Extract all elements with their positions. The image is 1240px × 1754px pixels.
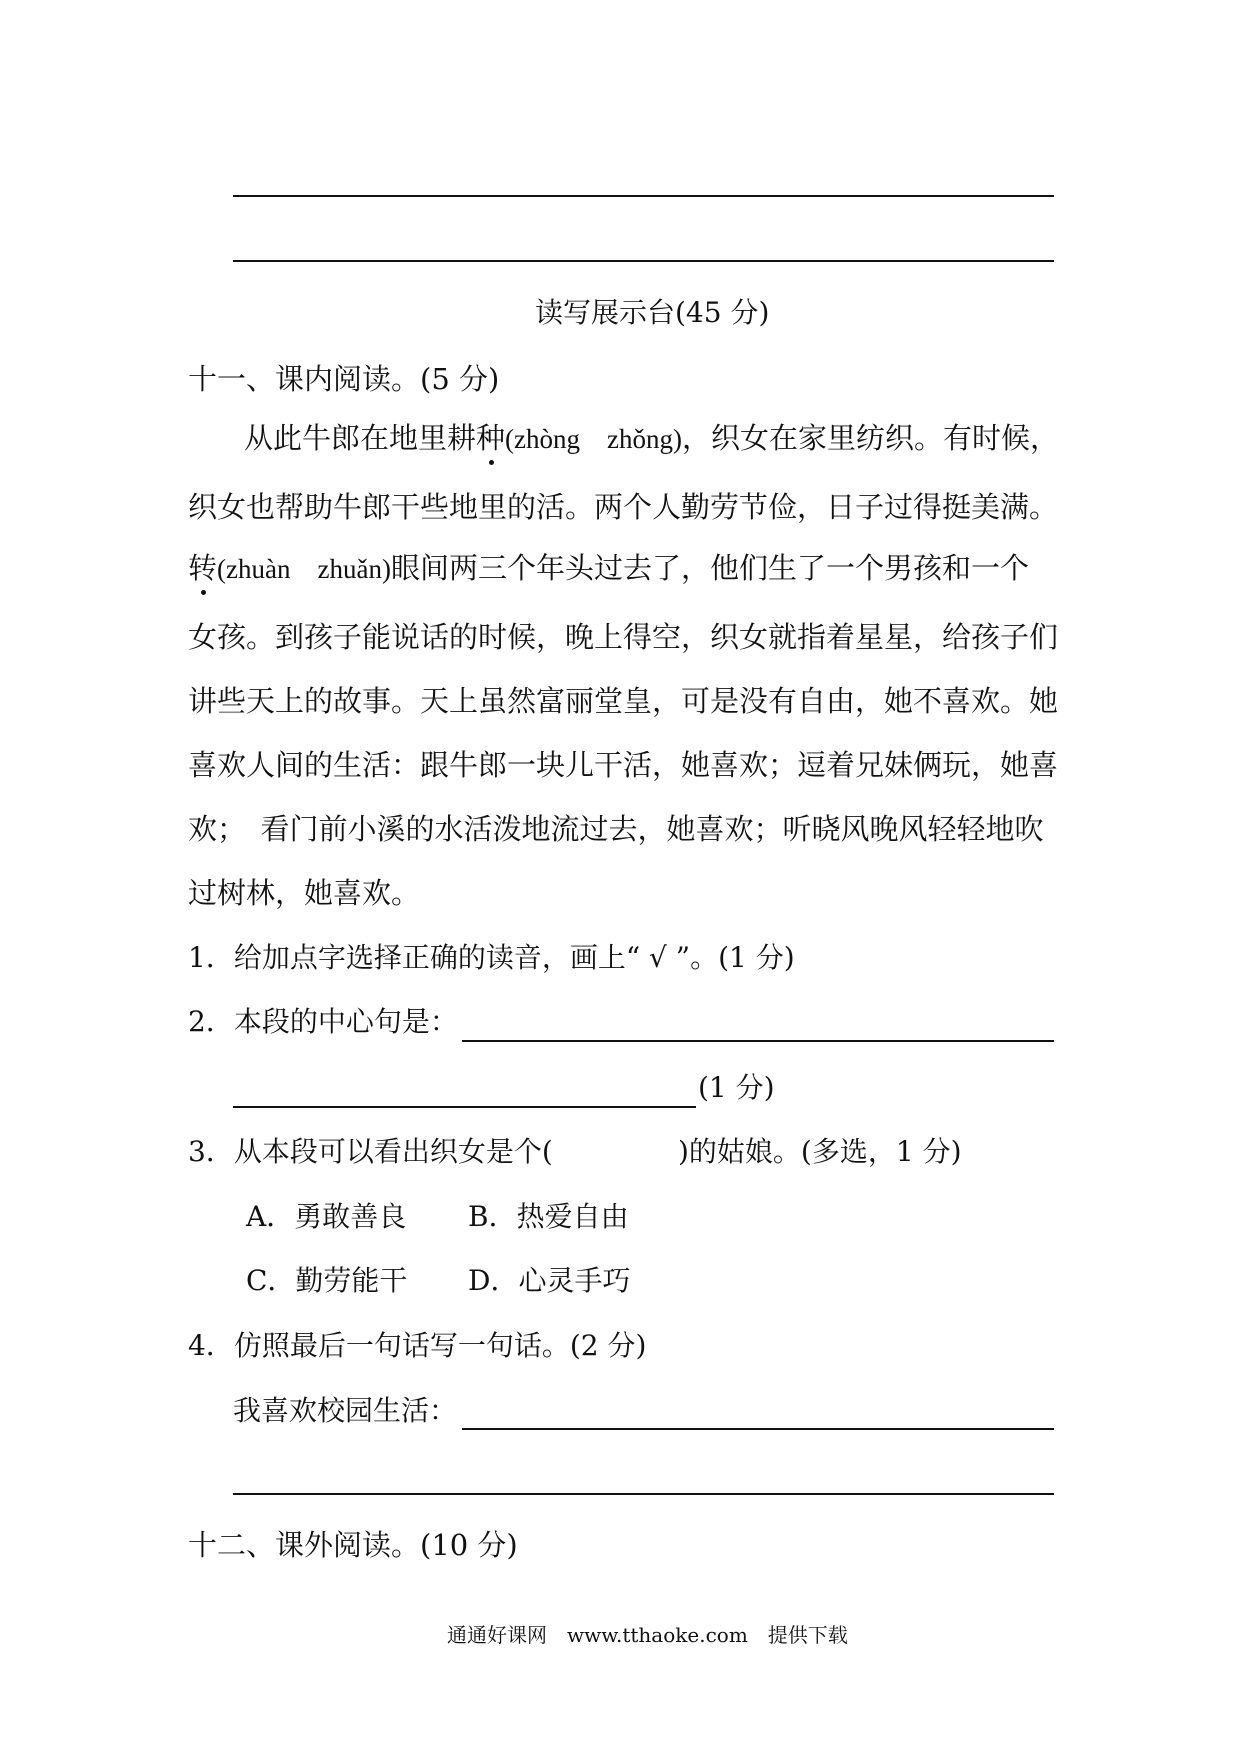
passage-line-5: 讲些天上的故事。天上虽然富丽堂皇，可是没有自由，她不喜欢。她 (188, 684, 1059, 718)
option-c[interactable]: C．勤劳能干 (246, 1264, 408, 1297)
passage-line-4: 女孩。到孩子能说话的时候，晚上得空，织女就指着星星，给孩子们 (188, 620, 1059, 654)
option-b[interactable]: B．热爱自由 (468, 1200, 629, 1233)
pinyin-options[interactable]: (zhuàn zhuǎn) (217, 554, 391, 584)
answer-line-top-1[interactable] (233, 195, 1054, 197)
passage-line-1 (244, 421, 1059, 455)
passage-line-6: 喜欢人间的生活：跟牛郎一块儿干活，她喜欢；逗着兄妹俩玩，她喜 (188, 748, 1059, 782)
passage-line-2: 织女也帮助牛郎干些地里的活。两个人勤劳节俭，日子过得挺美满。 (188, 490, 1059, 524)
question-1: 1．给加点字选择正确的读音，画上“ √ ”。(1 分) (188, 941, 795, 974)
dotted-char: 种 (476, 421, 506, 455)
passage-text: 眼间两三个年头过去了，他们生了一个男孩和一个 (390, 551, 1029, 585)
footer-credit: 通通好课网 www.tthaoke.com 提供下载 (447, 1623, 848, 1647)
q4-answer-line-1[interactable] (462, 1428, 1054, 1430)
q4-answer-line-2[interactable] (233, 1493, 1054, 1495)
q4-prompt: 我喜欢校园生活： (233, 1394, 458, 1427)
passage-text: ，织女在家里纺织。有时候， (681, 421, 1059, 455)
section-header: 读写展示台(45 分) (535, 296, 770, 329)
q12-heading: 十二、课外阅读。(10 分) (188, 1528, 518, 1562)
q3-answer-blank[interactable] (562, 1138, 672, 1168)
dotted-char: 转 (188, 551, 218, 585)
q11-heading: 十一、课内阅读。(5 分) (188, 362, 500, 396)
passage-line-8: 过树林，她喜欢。 (188, 876, 421, 910)
passage-text: 从此牛郎在地里耕 (244, 421, 477, 455)
question-3-prefix: 3．从本段可以看出织女是个( (188, 1135, 553, 1168)
question-2-score: (1 分) (698, 1071, 775, 1104)
question-3-suffix: )的姑娘。(多选，1 分) (678, 1135, 962, 1168)
option-d[interactable]: D．心灵手巧 (468, 1264, 631, 1297)
question-2-label: 2．本段的中心句是： (188, 1005, 458, 1038)
q2-answer-line-1[interactable] (462, 1040, 1054, 1042)
answer-line-top-2[interactable] (233, 260, 1054, 262)
option-a[interactable]: A．勇敢善良 (246, 1200, 407, 1233)
q2-answer-line-2[interactable] (233, 1106, 696, 1108)
passage-line-7: 欢； 看门前小溪的水活泼地流过去，她喜欢；听晓风晚风轻轻地吹 (188, 812, 1044, 846)
question-4: 4．仿照最后一句话写一句话。(2 分) (188, 1329, 647, 1362)
passage-line-3 (188, 551, 1029, 585)
pinyin-options[interactable]: (zhòng zhǒng) (505, 424, 682, 454)
